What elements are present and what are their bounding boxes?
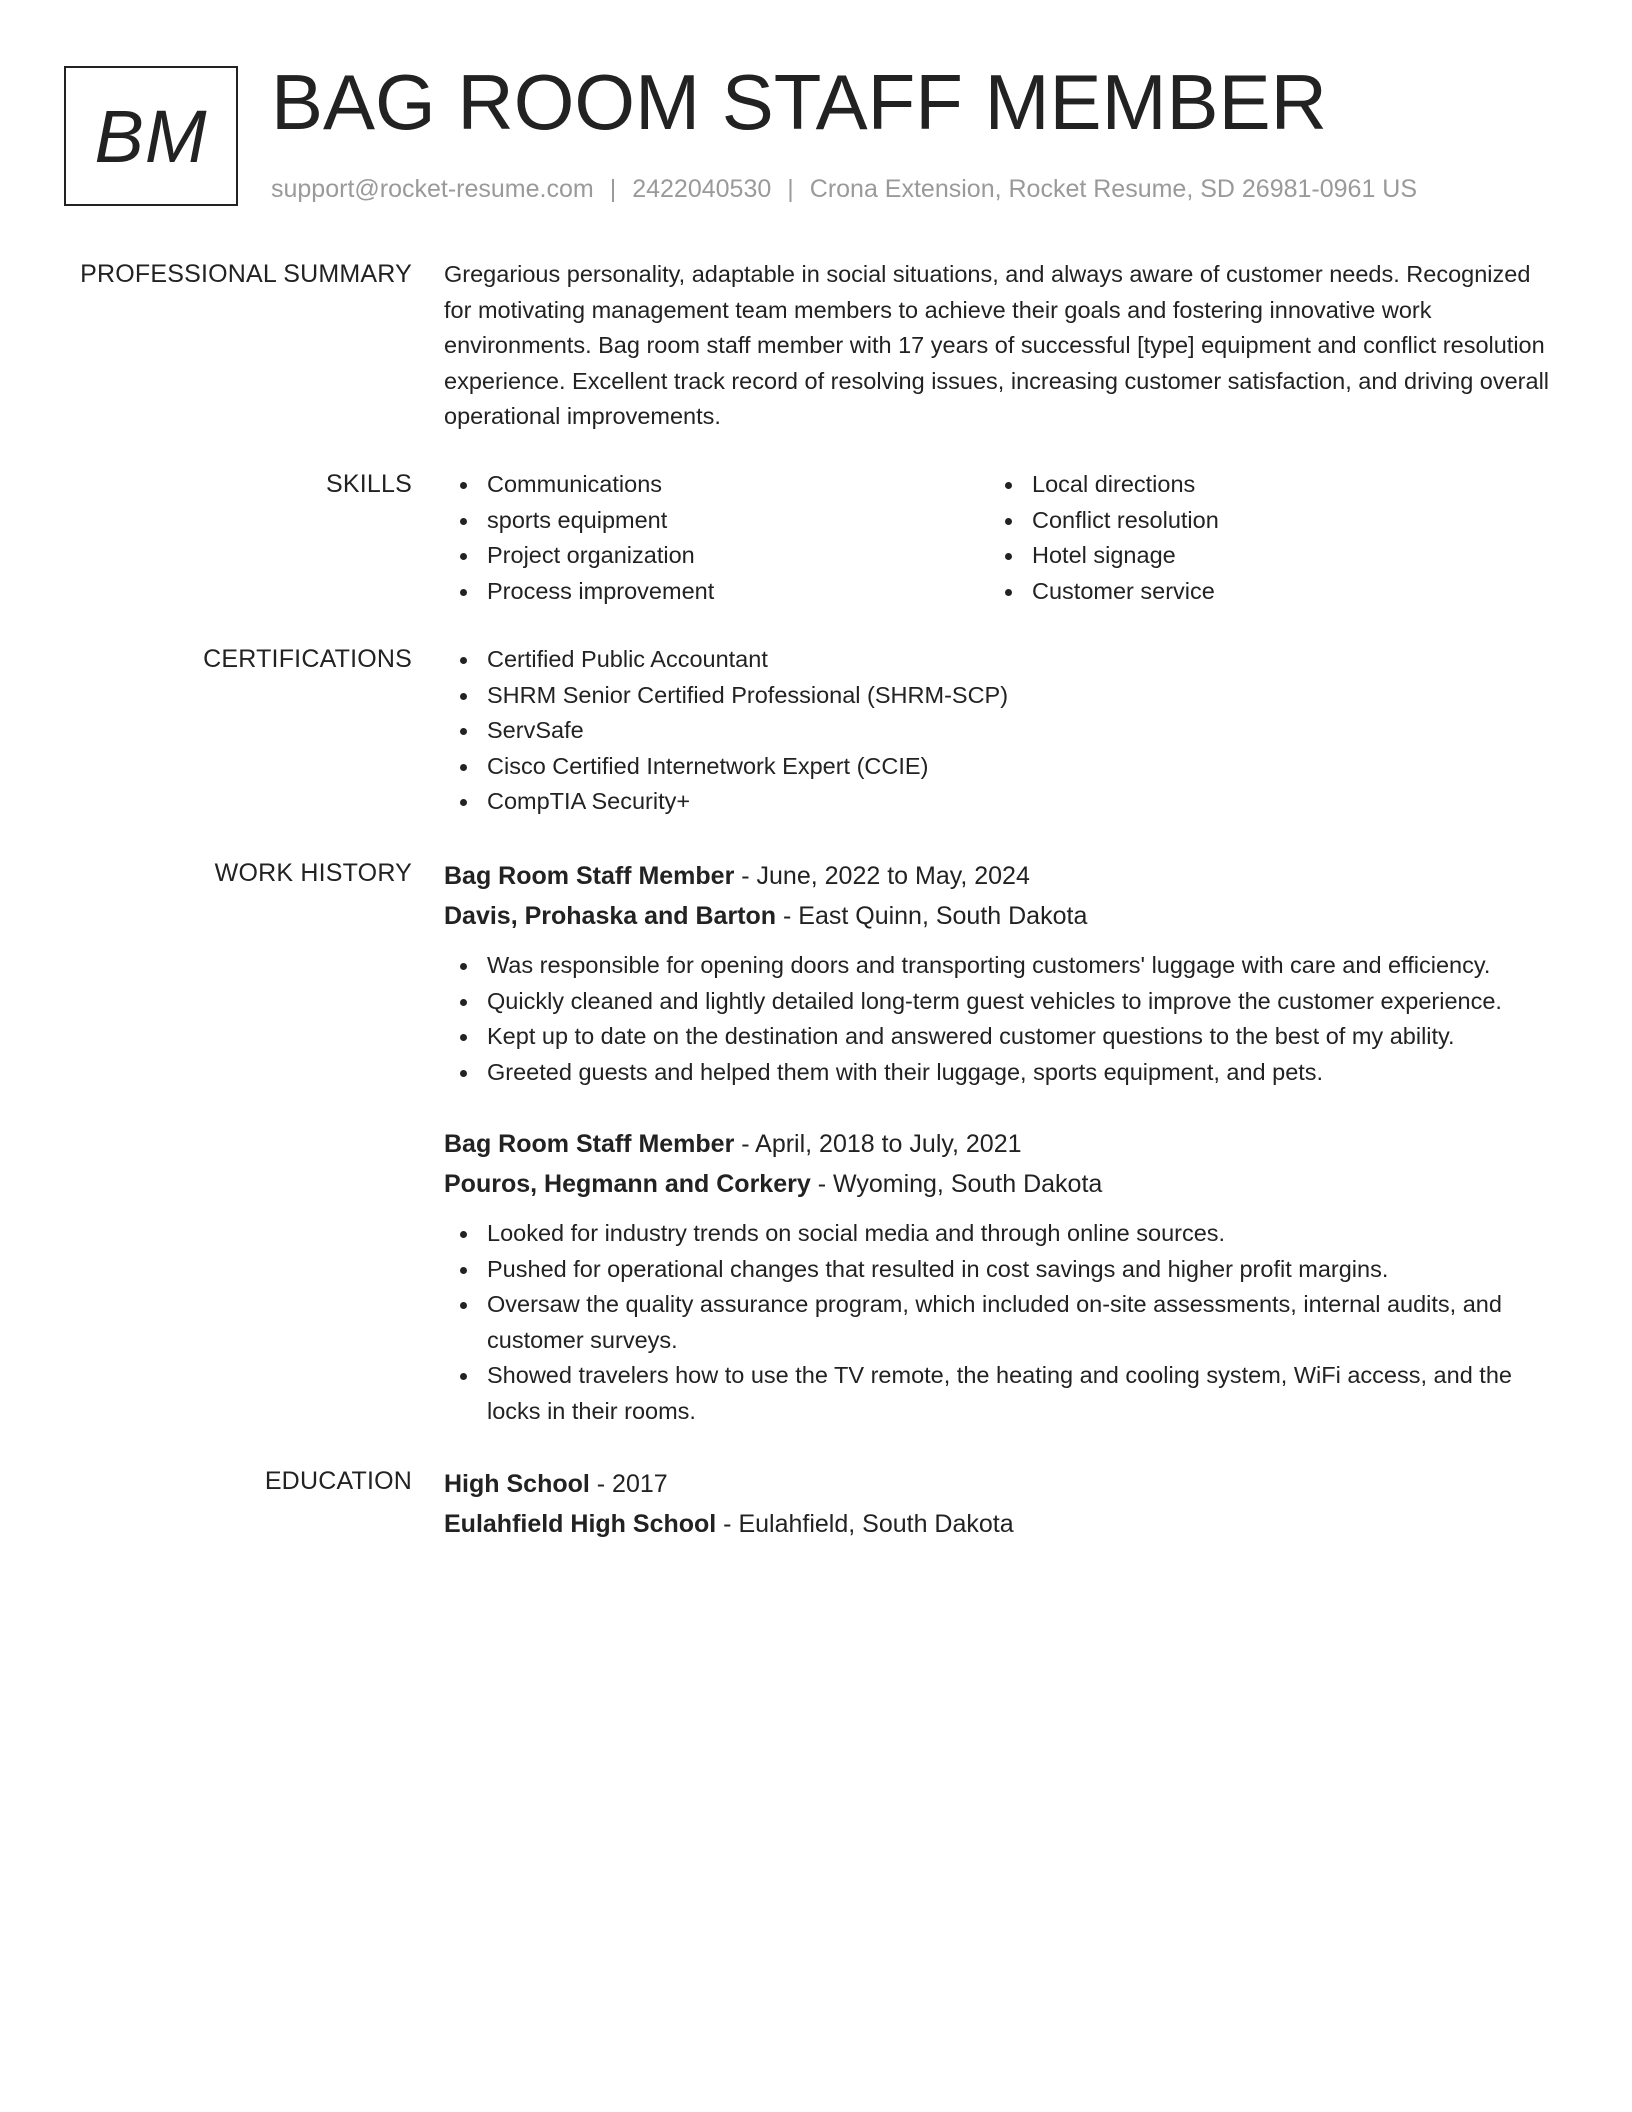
work-history-body bbox=[444, 856, 1564, 1090]
skills-body bbox=[444, 467, 1564, 609]
education-degree: High School bbox=[444, 1470, 590, 1498]
monogram-initials: BM bbox=[94, 94, 208, 178]
education-year: - 2017 bbox=[589, 1470, 668, 1498]
certification-item: Cisco Certified Internetwork Expert (CCIE) bbox=[444, 749, 1564, 785]
job-dates: - April, 2018 to July, 2021 bbox=[734, 1130, 1022, 1158]
job-title: Bag Room Staff Member bbox=[444, 1130, 735, 1158]
section-label-work-history: WORK HISTORY bbox=[214, 859, 412, 887]
education-degree-line bbox=[444, 1464, 1564, 1504]
contact-separator: | bbox=[787, 175, 794, 203]
summary-body bbox=[444, 257, 1564, 435]
candidate-name: BAG ROOM STAFF MEMBER bbox=[271, 58, 1327, 146]
skill-item: Communications bbox=[444, 467, 989, 503]
certifications-list bbox=[444, 642, 1564, 820]
job-entry bbox=[444, 856, 1564, 1090]
job-title: Bag Room Staff Member bbox=[444, 862, 735, 890]
job-dates: - June, 2022 to May, 2024 bbox=[734, 862, 1030, 890]
contact-email: support@rocket-resume.com bbox=[271, 175, 594, 203]
skills-list-left bbox=[444, 467, 989, 609]
job-company: Davis, Prohaska and Barton bbox=[444, 902, 777, 930]
skill-item: Project organization bbox=[444, 538, 989, 574]
skill-item: sports equipment bbox=[444, 503, 989, 539]
job-title-line bbox=[444, 1124, 1564, 1164]
section-label-certifications: CERTIFICATIONS bbox=[203, 645, 412, 673]
skill-item: Local directions bbox=[989, 467, 1534, 503]
job-duties-list bbox=[444, 1216, 1564, 1430]
section-label-skills: SKILLS bbox=[326, 470, 412, 498]
job-duty: Greeted guests and helped them with their luggage, sports equipment, and pets. bbox=[444, 1055, 1564, 1091]
job-duties-list bbox=[444, 948, 1564, 1090]
skills-list-right bbox=[989, 467, 1534, 609]
job-duty: Was responsible for opening doors and transporting customers' luggage with care and efficiency. bbox=[444, 948, 1564, 984]
job-company-line bbox=[444, 896, 1564, 936]
education-school: Eulahfield High School bbox=[444, 1510, 717, 1538]
summary-text: Gregarious personality, adaptable in social situations, and always aware of customer needs. Recognized for motivating management team members to achieve their goals and fostering innovative work environments. Bag room staff member with 17 years of successful [type] equipment and conflict resolution experience. Excellent track record of resolving issues, increasing customer satisfaction, and driving overall operational improvements. bbox=[444, 261, 1550, 430]
education-school-line bbox=[444, 1504, 1564, 1544]
contact-separator: | bbox=[609, 175, 617, 203]
certifications-body bbox=[444, 642, 1564, 820]
skill-item: Process improvement bbox=[444, 574, 989, 610]
job-entry bbox=[444, 1124, 1564, 1430]
contact-line bbox=[271, 172, 1417, 206]
skill-item: Hotel signage bbox=[989, 538, 1534, 574]
skill-item: Conflict resolution bbox=[989, 503, 1534, 539]
certification-item: SHRM Senior Certified Professional (SHRM-SCP) bbox=[444, 678, 1564, 714]
section-label-summary: PROFESSIONAL SUMMARY bbox=[80, 260, 412, 288]
job-duty: Looked for industry trends on social media and through online sources. bbox=[444, 1216, 1564, 1252]
job-company-line bbox=[444, 1164, 1564, 1204]
job-duty: Showed travelers how to use the TV remote, the heating and cooling system, WiFi access, and the locks in their rooms. bbox=[444, 1358, 1564, 1429]
certification-item: ServSafe bbox=[444, 713, 1564, 749]
job-location: - East Quinn, South Dakota bbox=[776, 902, 1088, 930]
contact-address: Crona Extension, Rocket Resume, SD 26981-0961 US bbox=[809, 175, 1418, 203]
monogram-box bbox=[64, 66, 238, 206]
contact-phone: 2422040530 bbox=[632, 175, 772, 203]
skill-item: Customer service bbox=[989, 574, 1534, 610]
certification-item: CompTIA Security+ bbox=[444, 784, 1564, 820]
job-duty: Quickly cleaned and lightly detailed long-term guest vehicles to improve the customer experience. bbox=[444, 984, 1564, 1020]
certification-item: Certified Public Accountant bbox=[444, 642, 1564, 678]
job-duty: Pushed for operational changes that resulted in cost savings and higher profit margins. bbox=[444, 1252, 1564, 1288]
work-history-body bbox=[444, 1124, 1564, 1430]
education-location: - Eulahfield, South Dakota bbox=[716, 1510, 1014, 1538]
section-label-education: EDUCATION bbox=[264, 1467, 412, 1495]
education-body bbox=[444, 1464, 1564, 1544]
job-title-line bbox=[444, 856, 1564, 896]
job-duty: Oversaw the quality assurance program, which included on-site assessments, internal audits, and customer surveys. bbox=[444, 1287, 1564, 1358]
job-duty: Kept up to date on the destination and answered customer questions to the best of my ability. bbox=[444, 1019, 1564, 1055]
job-company: Pouros, Hegmann and Corkery bbox=[444, 1170, 811, 1198]
job-location: - Wyoming, South Dakota bbox=[810, 1170, 1103, 1198]
